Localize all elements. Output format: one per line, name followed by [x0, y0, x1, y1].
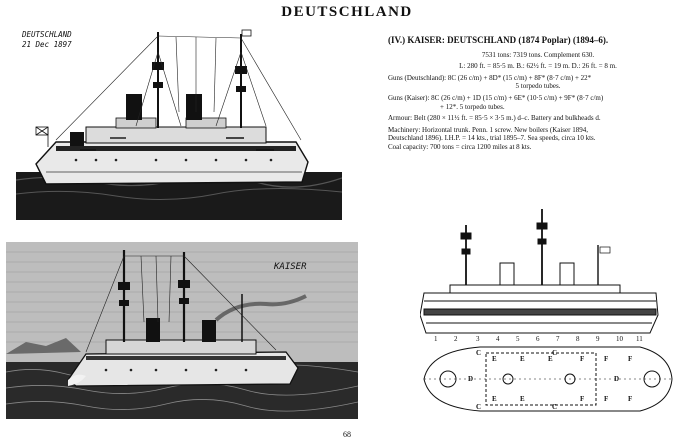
plan-letter-1: E	[492, 355, 497, 363]
plan-number-9: 9	[596, 335, 600, 343]
plan-number-4: 4	[496, 335, 500, 343]
ship-entry	[388, 36, 688, 152]
plan-number-2: 2	[454, 335, 458, 343]
guns-deutschland-torpedo-line: 5 torpedo tubes.	[515, 82, 561, 91]
page-title: DEUTSCHLAND	[281, 4, 413, 20]
kaiser-sketch	[6, 242, 358, 419]
plan-number-3: 3	[476, 335, 480, 343]
plan-number-10: 10	[616, 335, 623, 343]
plan-letter-14: C	[552, 349, 558, 357]
tonnage-line: 7531 tons: 7319 tons. Complement 630.	[481, 50, 595, 59]
plan-letter-10: F	[604, 395, 609, 403]
plan-letter-4: F	[580, 355, 585, 363]
plan-letter-15: C	[552, 403, 558, 411]
plan-letter-17: D	[614, 375, 620, 383]
plan-number-7: 7	[556, 335, 560, 343]
plan-number-8: 8	[576, 335, 580, 343]
plan-letter-16: D	[468, 375, 474, 383]
machinery-line: Machinery: Horizontal trunk. Penn. 1 screw. New boilers (Kaiser 1894,	[388, 125, 588, 134]
page-number: 68	[343, 430, 351, 439]
plan-letter-6: F	[628, 355, 633, 363]
deutschland-sketch-drawing	[16, 22, 342, 220]
ship-plans	[420, 205, 688, 420]
plan-letter-7: E	[492, 395, 497, 403]
plan-letter-13: C	[476, 403, 482, 411]
plan-letter-2: E	[520, 355, 525, 363]
guns-kaiser-line: Guns (Kaiser): 8C (26 c/m) + 1D (15 c/m) + 6E* (10·5 c/m) + 9F* (8·7 c/m)	[388, 93, 604, 102]
entry-title: (IV.) KAISER: DEUTSCHLAND (1874 Poplar) (1894–6).	[388, 35, 609, 45]
plan-number-11: 11	[636, 335, 643, 343]
armour-line: Armour: Belt (280 × 11½ ft. = 85·5 × 3·5 m.) d–c. Battery and bulkheads d.	[388, 114, 601, 123]
plan-letter-3: E	[548, 355, 553, 363]
machinery-continued-line: Deutschland 1896). I.H.P. = 14 kts., trial 1895–7. Sea speeds, circa 10 kts.	[388, 134, 596, 143]
plan-number-5: 5	[516, 335, 520, 343]
plan-number-6: 6	[536, 335, 540, 343]
guns-deutschland-line: Guns (Deutschland): 8C (26 c/m) + 8D* (15 c/m) + 8F* (8·7 c/m) + 22*	[388, 73, 592, 82]
guns-kaiser-continued-line: + 12*. 5 torpedo tubes.	[440, 102, 505, 111]
plan-letter-8: E	[520, 395, 525, 403]
plan-letter-5: F	[604, 355, 609, 363]
handwritten-date: 21 Dec 1897	[22, 40, 72, 49]
plan-letter-11: F	[628, 395, 633, 403]
plan-letter-12: C	[476, 349, 482, 357]
plan-number-1: 1	[434, 335, 438, 343]
deutschland-sketch	[16, 22, 342, 220]
plan-letter-9: F	[580, 395, 585, 403]
dimensions-line: L: 280 ft. = 85·5 m. B.: 62½ ft. = 19 m. D.: 26 ft. = 8 m.	[459, 62, 617, 71]
handwritten-kaiser-label: KAISER	[274, 262, 307, 272]
handwritten-ship-name: DEUTSCHLAND	[22, 30, 72, 39]
ship-plans-drawing	[420, 205, 688, 420]
coal-line: Coal capacity: 700 tons = circa 1200 miles at 8 kts.	[388, 142, 532, 151]
